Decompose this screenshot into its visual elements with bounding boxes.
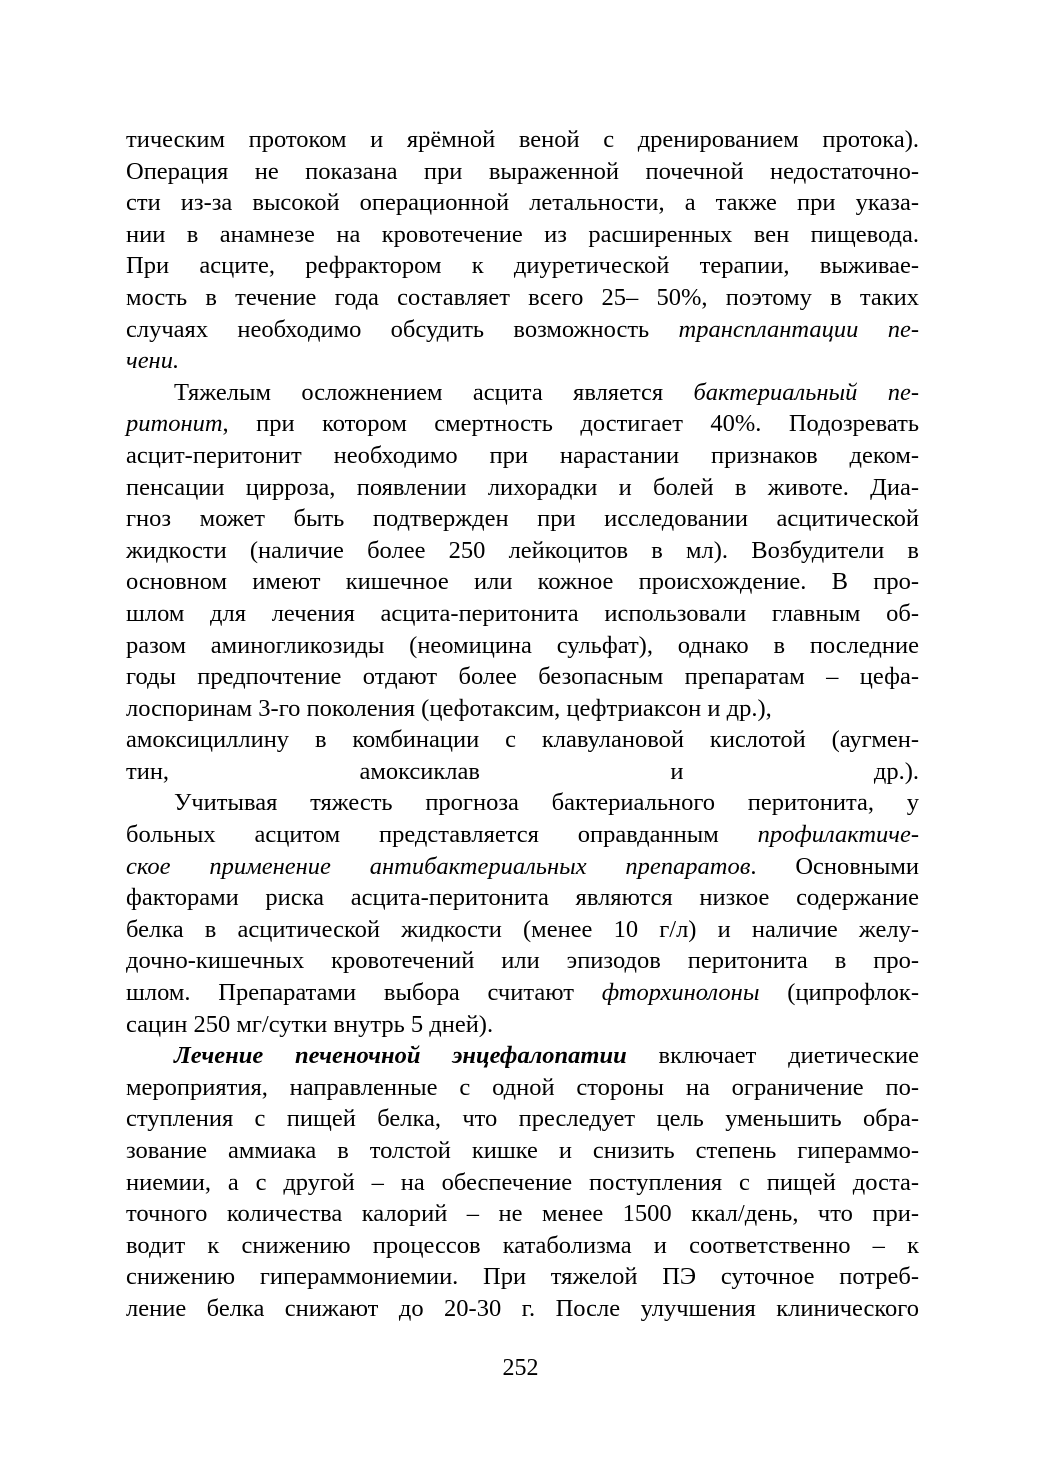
emphasis-text: ритонит: [126, 410, 223, 438]
text-line: [126, 914, 919, 946]
text-line: [126, 787, 919, 819]
text-run: зование аммиака в толстой кишке и снизить степень гипераммо-: [126, 1137, 919, 1164]
text-run: ступления с пищей белка, что преследует цель уменьшить обра-: [126, 1105, 919, 1133]
text-run: мость в течение года составляет всего 25– 50%, поэтому в таких: [126, 283, 919, 311]
emphasis-text: профилактиче-: [757, 821, 919, 849]
text-run: . Основными: [750, 852, 919, 880]
text-line: [126, 535, 919, 567]
text-line: [126, 661, 919, 693]
text-run: факторами риска асцита-перитонита являются низкое содержание: [126, 884, 919, 912]
text-line: [126, 566, 919, 598]
text-run: основном имеют кишечное или кожное происхождение. В про-: [126, 568, 919, 596]
text-run: шлом. Препаратами выбора считают: [126, 979, 602, 1007]
text-line: [126, 250, 919, 282]
text-run: белка в асцитической жидкости (менее 10 г/л) и наличие желу-: [126, 915, 919, 943]
text-run: , при котором смертность достигает 40%. Подозревать: [222, 410, 919, 438]
text-run: ление белка снижают до 20-30 г. После улучшения клинического: [126, 1294, 919, 1322]
text-run: жидкости (наличие более 250 лейкоцитов в мл). Возбудители в: [126, 536, 919, 564]
text-run: нии в анамнезе на кровотечение из расширенных вен пищевода.: [126, 220, 919, 248]
emphasis-text: чени.: [126, 347, 180, 375]
text-run: тин, амоксиклав и др.).: [126, 757, 919, 785]
text-run: (ципрофлок-: [759, 979, 919, 1007]
text-line: [126, 1230, 919, 1262]
text-run: мероприятия, направленные с одной стороны на ограничение по-: [126, 1073, 919, 1101]
text-run: дочно-кишечных кровотечений или эпизодов перитонита в про-: [126, 947, 919, 975]
text-run: случаях необходимо обсудить возможность: [126, 315, 679, 343]
text-line: [126, 156, 919, 188]
text-line: [126, 377, 919, 409]
text-line: [126, 693, 919, 725]
text-run: лоспоринам 3-го поколения (цефотаксим, цефтриаксон и др.),: [126, 694, 772, 722]
text-line: [126, 945, 919, 977]
text-run: ниемии, а с другой – на обеспечение поступления с пищей доста-: [126, 1168, 919, 1196]
text-line: [126, 756, 919, 788]
text-line: [126, 124, 919, 156]
text-line: [126, 440, 919, 472]
text-line: [126, 187, 919, 219]
text-run: включает диетические: [626, 1042, 919, 1070]
text-run: гноз может быть подтвержден при исследовании асцитической: [126, 505, 919, 533]
text-line: [126, 1293, 919, 1325]
emphasis-text: бактериальный пе-: [693, 378, 919, 406]
text-run: Тяжелым осложнением асцита является: [174, 378, 694, 406]
text-run: сацин 250 мг/сутки внутрь 5 дней).: [126, 1010, 494, 1038]
text-run: снижению гипераммониемии. При тяжелой ПЭ суточное потреб-: [126, 1263, 919, 1291]
text-line: [126, 724, 919, 756]
text-run: точного количества калорий – не менее 1500 ккал/день, что при-: [126, 1200, 919, 1228]
text-line: [126, 219, 919, 251]
text-run: асцит-перитонит необходимо при нарастании признаков деком-: [126, 441, 919, 469]
text-run: пенсации цирроза, появлении лихорадки и болей в животе. Диа-: [126, 473, 919, 501]
text-line: [126, 408, 919, 440]
emphasis-text: трансплантации пе-: [678, 315, 920, 343]
text-run: тическим протоком и ярёмной веной с дренированием протока).: [126, 126, 919, 153]
text-line: [126, 314, 919, 346]
text-run: больных асцитом представляется оправданным: [126, 821, 758, 849]
text-line: [126, 851, 919, 883]
text-run: При асците, рефрактором к диуретической терапии, выживае-: [126, 252, 919, 280]
text-line: [126, 1072, 919, 1104]
text-line: [126, 1261, 919, 1293]
text-run: водит к снижению процессов катаболизма и соответственно – к: [126, 1231, 919, 1259]
text-run: сти из-за высокой операционной летальности, а также при указа-: [126, 189, 919, 217]
emphasis-text: фторхинолоны: [601, 979, 760, 1007]
text-line: [126, 472, 919, 504]
emphasis-text: Лечение печеночной энцефалопатии: [174, 1042, 627, 1070]
text-line: [126, 977, 919, 1009]
text-run: Учитывая тяжесть прогноза бактериального перитонита, у: [174, 789, 919, 817]
emphasis-text: ское применение антибактериальных препаратов: [126, 852, 751, 880]
text-line: [126, 630, 919, 662]
text-line: [126, 819, 919, 851]
text-run: разом аминогликозиды (неомицина сульфат), однако в последние: [126, 631, 919, 659]
text-run: амоксициллину в комбинации с клавулановой кислотой (аугмен-: [126, 726, 919, 754]
text-line: [126, 345, 919, 377]
body-text: [126, 124, 919, 1325]
text-line: [126, 1103, 919, 1135]
text-line: [126, 1167, 919, 1199]
text-line: [126, 882, 919, 914]
text-line: [126, 1009, 919, 1041]
text-run: Операция не показана при выраженной почечной недостаточно-: [126, 157, 919, 185]
text-run: шлом для лечения асцита-перитонита использовали главным об-: [126, 599, 919, 627]
text-line: [126, 1135, 919, 1167]
text-line: [126, 282, 919, 314]
text-line: [126, 1040, 919, 1072]
page-number: 252: [502, 1355, 539, 1381]
text-line: [126, 598, 919, 630]
text-line: [126, 1198, 919, 1230]
text-line: [126, 503, 919, 535]
text-run: годы предпочтение отдают более безопасным препаратам – цефа-: [126, 663, 919, 691]
